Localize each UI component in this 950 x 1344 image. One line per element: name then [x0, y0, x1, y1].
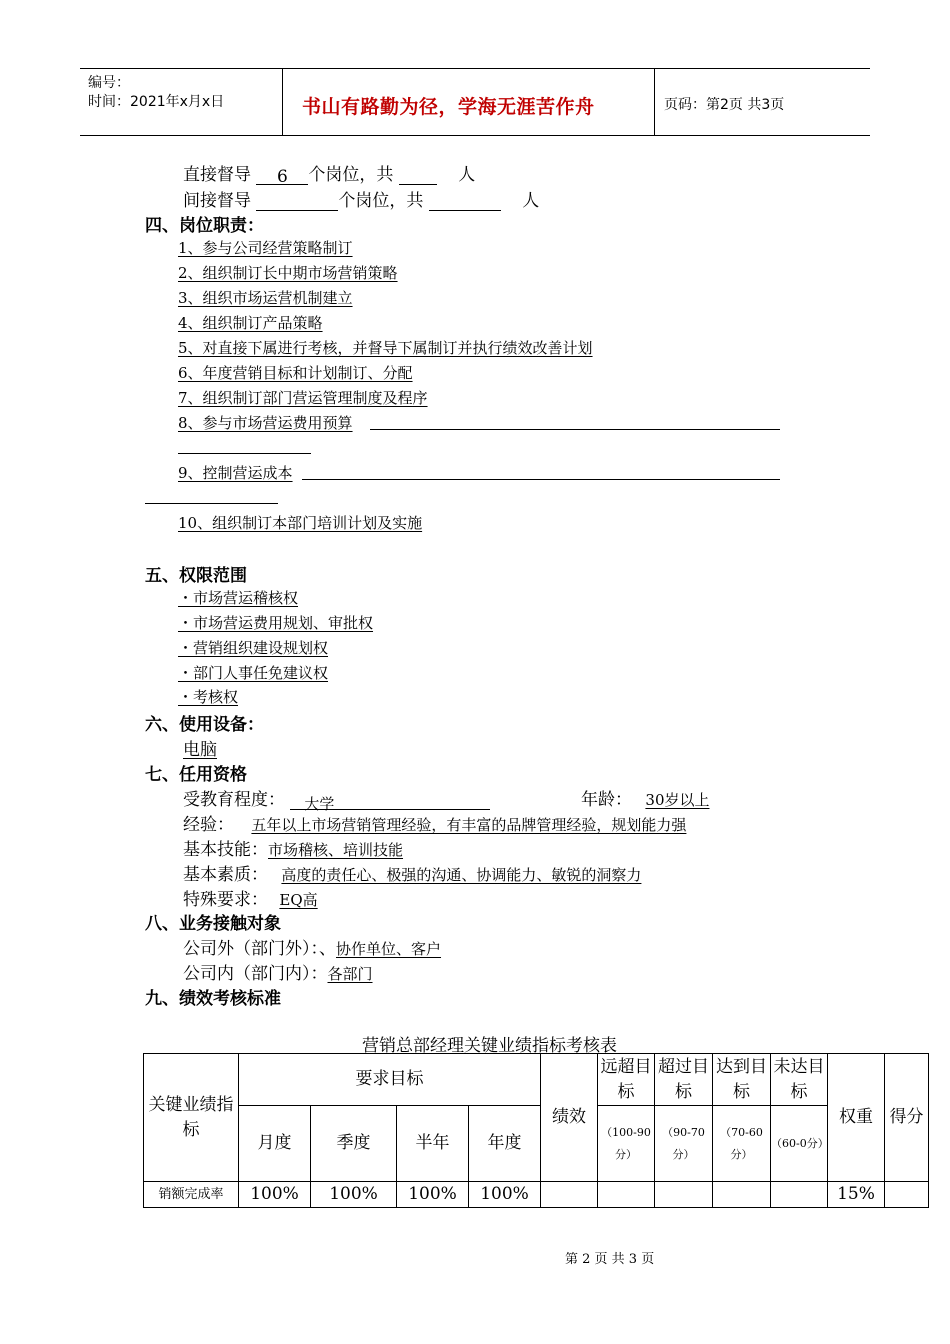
authority-item: ・市场营运稽核权: [178, 589, 299, 607]
education-label: 受教育程度：: [183, 790, 285, 810]
skills-label: 基本技能：: [183, 840, 268, 860]
person-label: 人: [458, 165, 476, 185]
duty-fill-rule: [370, 429, 780, 430]
score-cell: [885, 1182, 929, 1208]
special-value: EQ高: [279, 891, 318, 909]
direct-person-blank: [399, 167, 437, 185]
age-line: [581, 785, 710, 810]
quality-label: 基本素质：: [183, 865, 268, 885]
duty-item: 6、年度营销目标和计划制订、分配: [178, 364, 413, 382]
internal-contact-line: [183, 959, 373, 984]
duty-fill-rule: [302, 479, 780, 480]
age-label: 年龄：: [581, 790, 632, 810]
external-value: 协作单位、客户: [336, 940, 442, 958]
duty-item: 3、组织市场运营机制建立: [178, 289, 353, 307]
equipment-value: 电脑: [183, 740, 217, 760]
external-label: 公司外（部门外）：、: [183, 939, 336, 959]
positions-label: 个岗位，共: [338, 191, 424, 211]
external-contact-line: [183, 934, 441, 959]
authority-item: ・市场营运费用规划、审批权: [178, 614, 374, 632]
table-caption: 营销总部经理关键业绩指标考核表: [362, 1036, 617, 1056]
section9-title: 九、绩效考核标准: [145, 989, 281, 1009]
empty-cell: [655, 1182, 713, 1208]
authority-item: ・部门人事任免建议权: [178, 664, 329, 682]
grade-range: （60-0分）: [771, 1106, 828, 1182]
grade-range: （70-60分）: [713, 1106, 771, 1182]
section5-title: 五、权限范围: [145, 566, 247, 586]
experience-label: 经验：: [183, 815, 234, 835]
motto: 书山有路勤为径，学海无涯苦作舟: [302, 96, 595, 118]
education-value: 大学: [290, 793, 490, 810]
section6-title: 六、使用设备：: [145, 715, 264, 735]
empty-cell: [713, 1182, 771, 1208]
special-line: [183, 885, 318, 910]
grade-header-cell: [655, 1054, 713, 1106]
section4-title: 四、岗位职责：: [145, 216, 264, 236]
weight-header: 权重: [839, 1107, 873, 1127]
internal-label: 公司内（部门内）：: [183, 964, 328, 984]
grade-range: （100-90分）: [598, 1106, 655, 1182]
grade-header-cell: [713, 1054, 771, 1106]
grade-range: （90-70分）: [655, 1106, 713, 1182]
duty-item: 8、参与市场营运费用预算: [178, 414, 353, 432]
section8-title: 八、业务接触对象: [145, 914, 281, 934]
direct-supervision-line: [183, 160, 475, 185]
performance-header: 绩效: [552, 1107, 586, 1127]
period-header: 月度: [239, 1106, 311, 1182]
quality-value: 高度的责任心、极强的沟通、协调能力、敏锐的洞察力: [281, 866, 642, 884]
weight-header-cell: [828, 1054, 885, 1182]
duty-item: 5、对直接下属进行考核，并督导下属制订并执行绩效改善计划: [178, 339, 593, 357]
grade-header: 远超目标: [600, 1056, 652, 1102]
grade-header: 达到目标: [716, 1056, 767, 1102]
indirect-supervision-line: [183, 186, 539, 211]
header-divider-right: [654, 68, 655, 135]
weight-cell: 15%: [828, 1182, 885, 1208]
header-top-rule: [80, 68, 870, 69]
performance-header-cell: [541, 1054, 598, 1182]
duty-fill-rule: [178, 453, 311, 454]
kpi-name-cell: 销额完成率: [144, 1182, 239, 1208]
period-header: 年度: [469, 1106, 541, 1182]
kpi-header: 关键业绩指标: [148, 1094, 234, 1140]
direct-supervision-label: 直接督导: [183, 165, 251, 185]
experience-line: [183, 810, 686, 835]
header-bottom-rule: [80, 135, 870, 136]
period-header: 半年: [397, 1106, 469, 1182]
score-header-cell: [885, 1054, 929, 1182]
page-footer: 第 2 页 共 3 页: [565, 1252, 655, 1267]
duty-item: 7、组织制订部门营运管理制度及程序: [178, 389, 428, 407]
empty-cell: [541, 1182, 598, 1208]
target-header-cell: [239, 1054, 541, 1106]
person-label: 人: [522, 191, 540, 211]
education-line: [183, 785, 490, 813]
grade-header-cell: [598, 1054, 655, 1106]
empty-cell: [598, 1182, 655, 1208]
special-label: 特殊要求：: [183, 890, 268, 910]
duty-item: 9、控制营运成本: [178, 464, 293, 482]
period-header: 季度: [311, 1106, 397, 1182]
skills-line: [183, 835, 403, 860]
indirect-count-blank: [256, 193, 338, 211]
target-cell: 100%: [239, 1182, 311, 1208]
target-cell: 100%: [469, 1182, 541, 1208]
quality-line: [183, 860, 641, 885]
empty-cell: [771, 1182, 828, 1208]
age-value: 30岁以上: [645, 791, 710, 809]
page-indicator: 页码：第2页 共3页: [664, 97, 785, 113]
authority-item: ・考核权: [178, 688, 239, 706]
kpi-header-cell: [144, 1054, 239, 1182]
duty-item: 4、组织制订产品策略: [178, 314, 323, 332]
table-row: [144, 1182, 929, 1208]
experience-value: 五年以上市场营销管理经验，有丰富的品牌管理经验，规划能力强: [251, 816, 687, 834]
kpi-table: [143, 1053, 929, 1208]
positions-label: 个岗位，共: [308, 165, 394, 185]
skills-value: 市场稽核、培训技能: [268, 841, 404, 859]
duty-item: 10、组织制订本部门培训计划及实施: [178, 514, 423, 532]
grade-header: 超过目标: [658, 1056, 709, 1102]
indirect-person-blank: [429, 193, 501, 211]
direct-count: 6: [256, 167, 308, 185]
target-cell: 100%: [311, 1182, 397, 1208]
indirect-supervision-label: 间接督导: [183, 191, 251, 211]
target-cell: 100%: [397, 1182, 469, 1208]
header-divider-left: [282, 68, 283, 135]
internal-value: 各部门: [327, 965, 373, 983]
duty-item: 2、组织制订长中期市场营销策略: [178, 264, 398, 282]
grade-header: 未达目标: [773, 1056, 825, 1102]
doc-time: 时间：2021年x月x日: [88, 94, 225, 110]
duty-item: 1、参与公司经营策略制订: [178, 239, 353, 257]
section7-title: 七、任用资格: [145, 765, 247, 785]
target-header: 要求目标: [355, 1069, 424, 1089]
score-header: 得分: [889, 1107, 924, 1127]
grade-header-cell: [771, 1054, 828, 1106]
authority-item: ・营销组织建设规划权: [178, 639, 329, 657]
duty-fill-rule: [145, 503, 278, 504]
doc-number: 编号：: [88, 75, 130, 91]
